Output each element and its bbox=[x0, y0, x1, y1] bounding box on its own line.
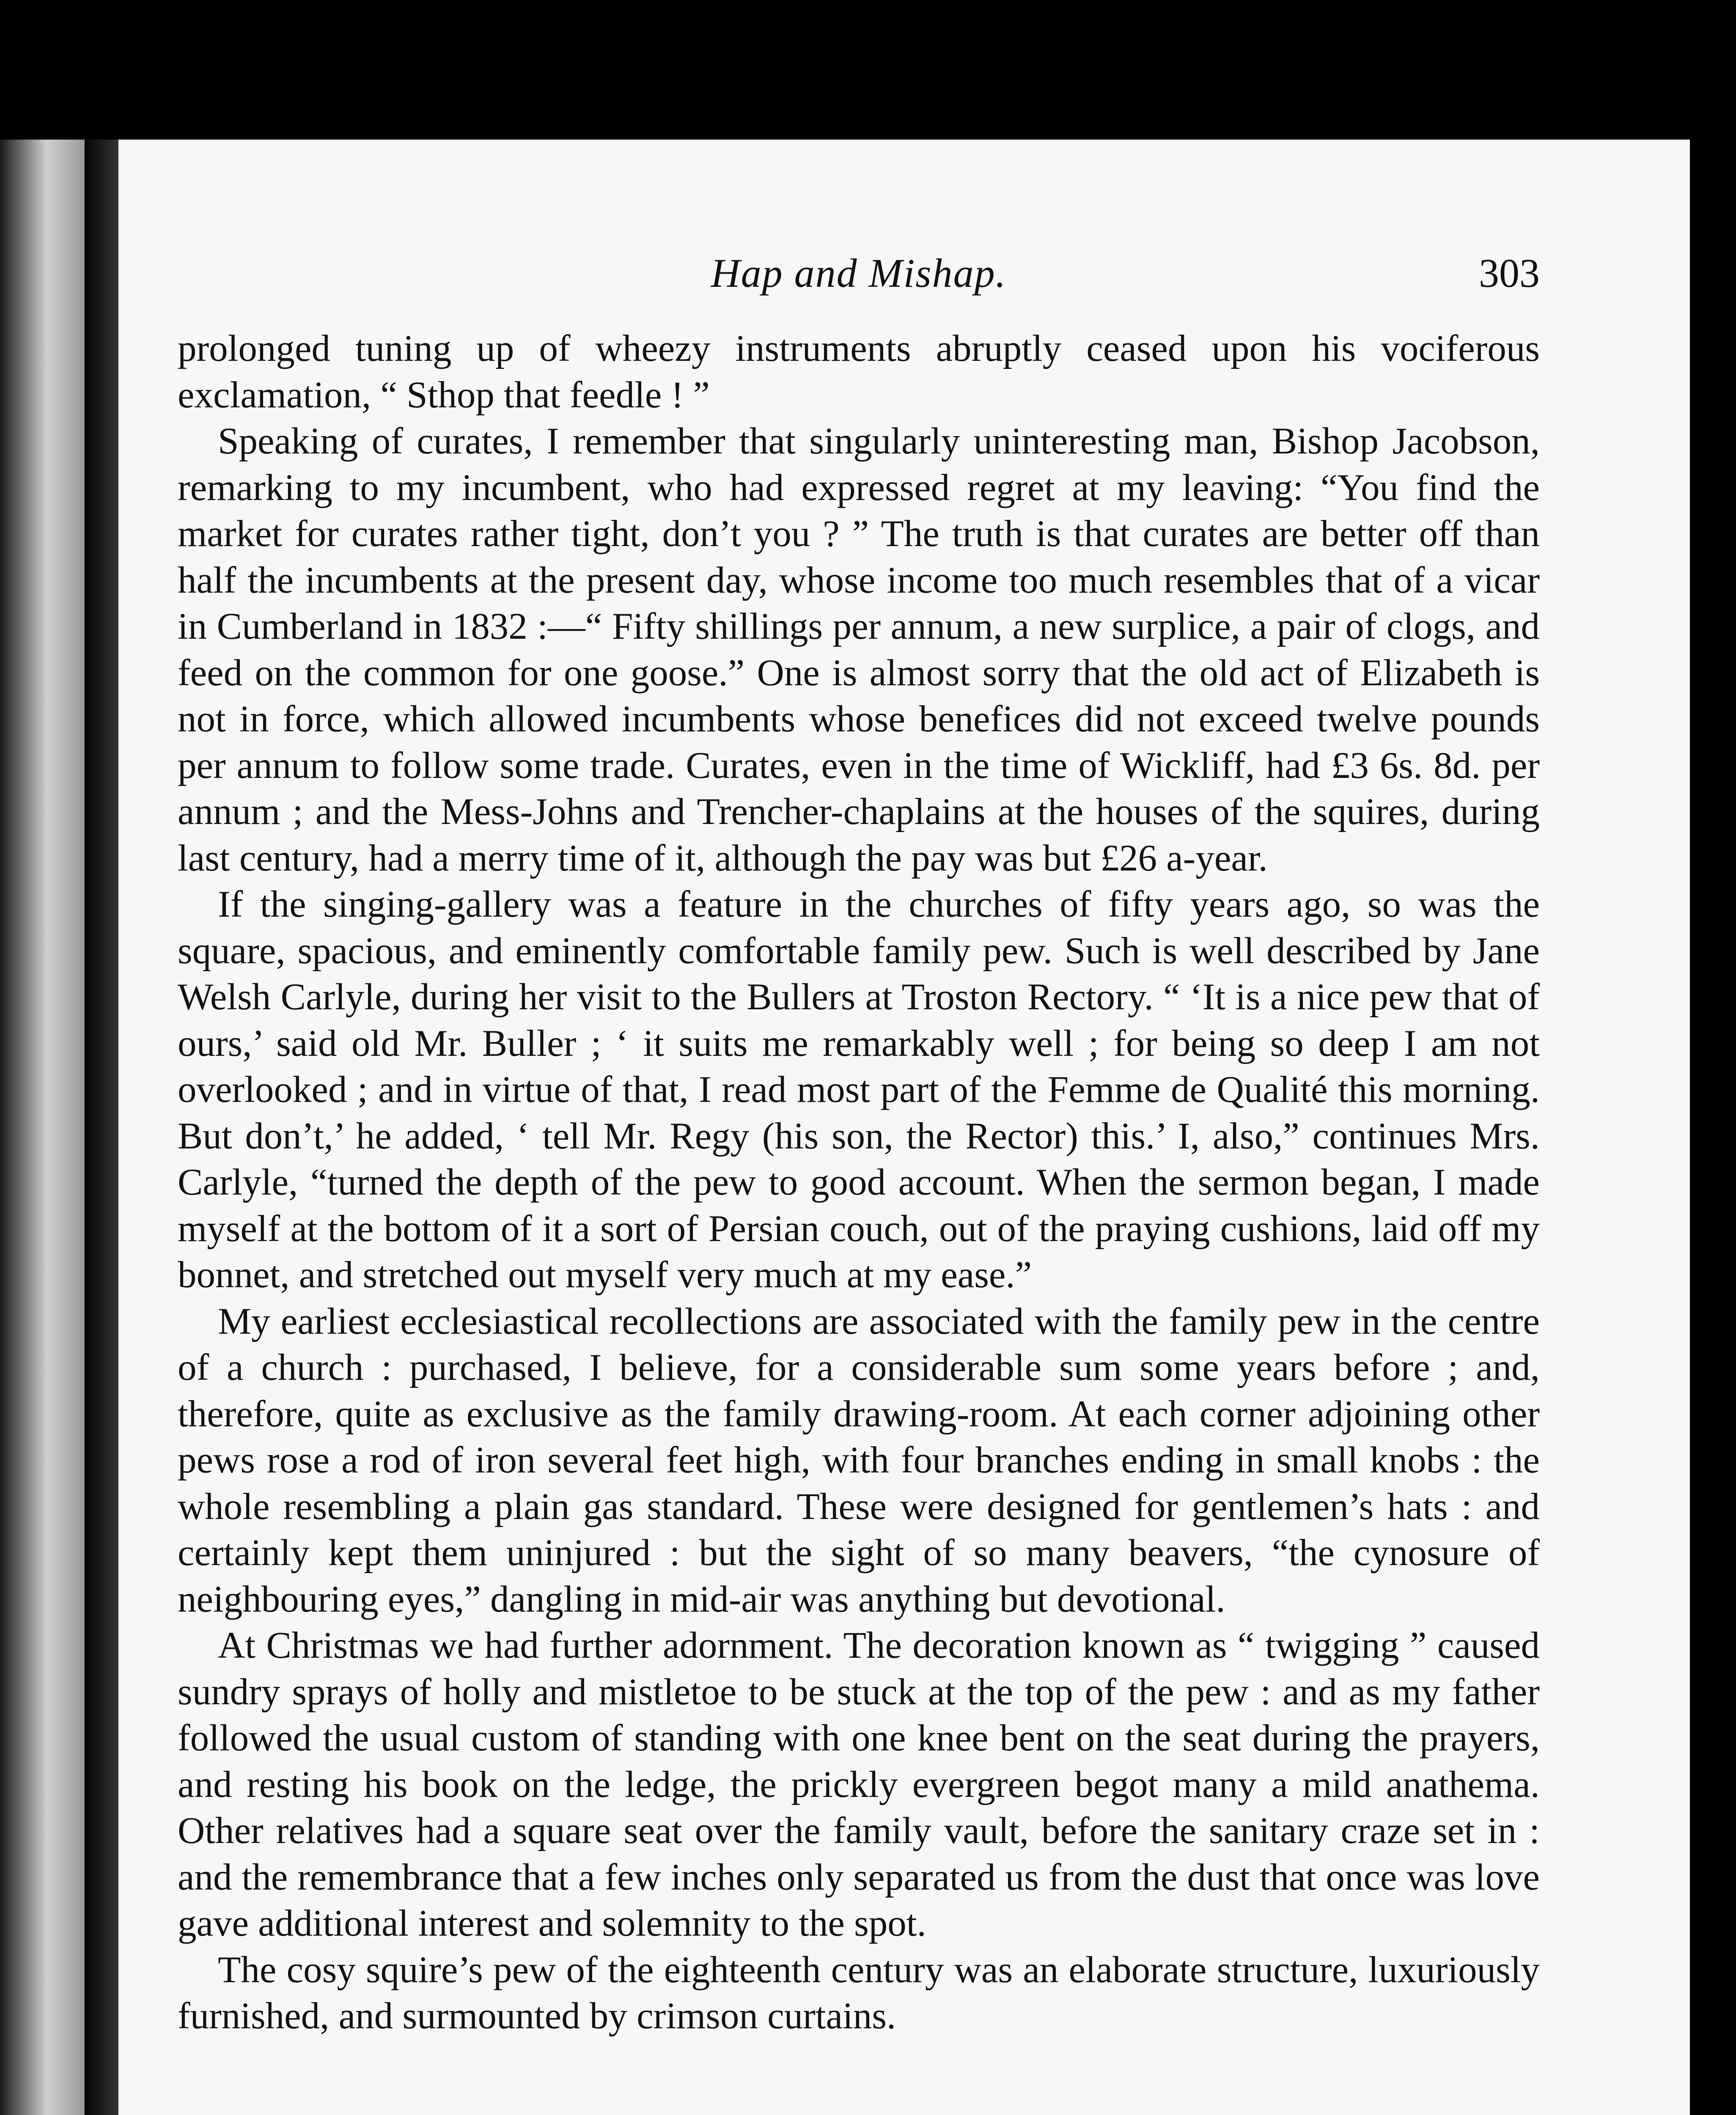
gutter-shadow bbox=[85, 140, 123, 2115]
book-page bbox=[118, 140, 1690, 2115]
paragraph: My earliest ecclesiastical recollections are associated with the family pew in the centre of a church : purchased, I believe, for a considerable sum some years before ; and, therefore, quite as exclusive as the family drawing-room. At each corner adjoining other pews rose a rod of iron several feet high, with four branches ending in small knobs : the whole resembling a plain gas standard. These were designed for gentlemen’s hats : and certainly kept them uninjured : but the sight of so many beavers, “the cynosure of neighbouring eyes,” dangling in mid-air was anything but devotional. bbox=[178, 1300, 1540, 1620]
paragraph: If the singing-gallery was a feature in the churches of fifty years ago, so was the square, spacious, and eminently comfortable family pew. Such is well described by Jane Welsh Carlyle, during her visit to the Bullers at Troston Rectory. “ ‘It is a nice pew that of ours,’ said old Mr. Buller ; ‘ it suits me remarkably well ; for being so deep I am not overlooked ; and in virtue of that, I read most part of the Femme de Qualité this morning. But don’t,’ he added, ‘ tell Mr. Regy (his son, the Rector) this.’ I, also,” continues Mrs. Carlyle, “turned the depth of the pew to good account. When the sermon began, I made myself at the bottom of it a sort of Persian couch, out of the praying cushions, laid off my bonnet, and stretched out myself very much at my ease.” bbox=[178, 884, 1540, 1296]
running-title: Hap and Mishap. bbox=[711, 250, 1007, 296]
page-text-block bbox=[178, 250, 1540, 2040]
page-number: 303 bbox=[1479, 250, 1540, 296]
paragraph: The cosy squire’s pew of the eighteenth century was an elaborate structure, luxuriously furnished, and surmounted by crimson curtains. bbox=[178, 1949, 1540, 2037]
running-head bbox=[178, 250, 1540, 326]
paragraph: Speaking of curates, I remember that singularly uninteresting man, Bishop Jacobson, remarking to my incumbent, who had expressed regret at my leaving: “You find the market for curates rather tight, don’t you ? ” The truth is that curates are better off than half the incumbents at the present day, whose income too much resembles that of a vicar in Cumberland in 1832 :—“ Fifty shillings per annum, a new surplice, a pair of clogs, and feed on the common for one goose.” One is almost sorry that the old act of Elizabeth is not in force, which allowed incumbents whose benefices did not exceed twelve pounds per annum to follow some trade. Curates, even in the time of Wickliff, had £3 6s. 8d. per annum ; and the Mess-Johns and Trencher-chaplains at the houses of the squires, during last century, had a merry time of it, although the pay was but £26 a-year. bbox=[178, 420, 1540, 879]
paragraph: At Christmas we had further adornment. The decoration known as “ twigging ” caused sundry sprays of holly and mistletoe to be stuck at the top of the pew : and as my father followed the usual custom of standing with one knee bent on the seat during the prayers, and resting his book on the ledge, the prickly evergreen begot many a mild anathema. Other relatives had a square seat over the family vault, before the sanitary craze set in : and the remembrance that a few inches only separated us from the dust that once was love gave additional interest and solemnity to the spot. bbox=[178, 1625, 1540, 1944]
paragraph: prolonged tuning up of wheezy instruments abruptly ceased upon his vociferous exclamation, “ Sthop that feedle ! ” bbox=[178, 328, 1540, 416]
previous-page-edge bbox=[0, 140, 85, 2115]
